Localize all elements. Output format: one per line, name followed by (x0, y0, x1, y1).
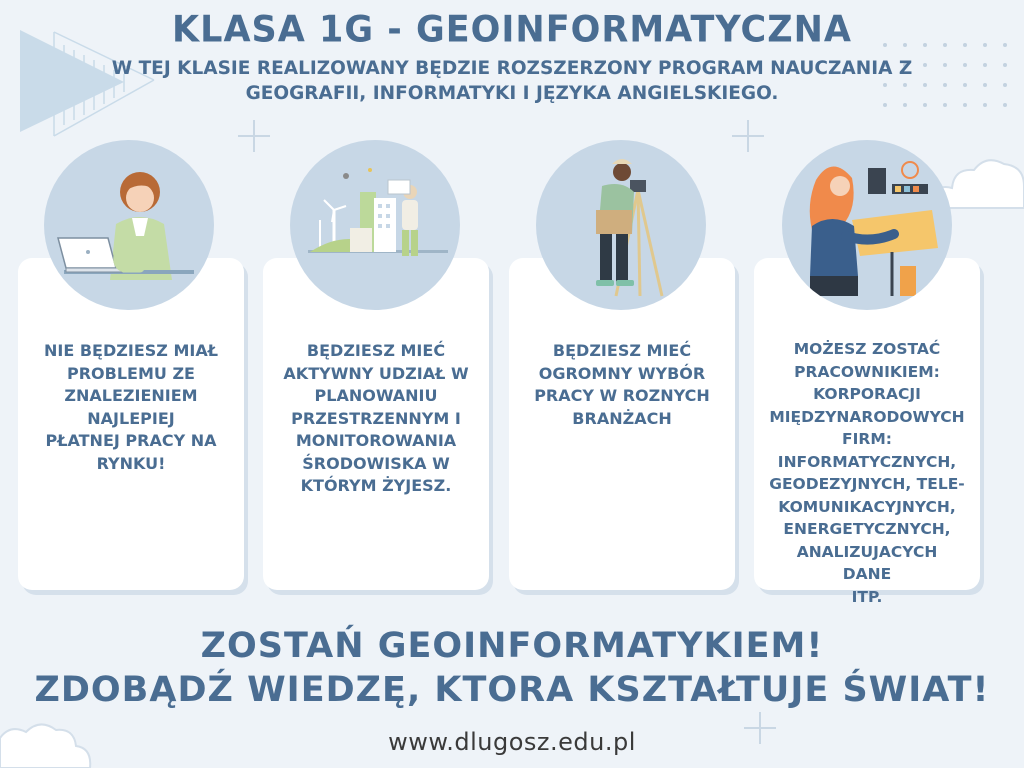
card-text: BĘDZIESZ MIEĆ AKTYWNY UDZIAŁ W PLANOWANIU PRZESTRZENNYM I MONITOROWANIA ŚRODOWISKA W KTÓRYM ŻYJESZ. (283, 341, 469, 495)
page-title: KLASA 1G - GEOINFORMATYCZNA (172, 9, 852, 51)
subtitle-line: W TEJ KLASIE REALIZOWANY BĘDZIE ROZSZERZONY PROGRAM NAUCZANIA Z (111, 58, 913, 79)
plus-decoration (730, 118, 766, 154)
city-planning-icon (290, 140, 460, 310)
card-text: MOŻESZ ZOSTAĆ PRACOWNIKIEM: KORPORACJI MIĘDZYNARODOWYCH FIRM: INFORMATYCZNYCH, GEODEZYJNYCH, TELE- KOMUNIKACYJNYCH, ENERGETYCZNYCH, ANALIZUJACYCH DANE ITP. (769, 340, 965, 606)
slogan-line: ZOSTAŃ GEOINFORMATYKIEM! (200, 626, 824, 666)
plus-decoration (236, 118, 272, 154)
website-url[interactable]: www.dlugosz.edu.pl (388, 728, 636, 756)
card-text: NIE BĘDZIESZ MIAŁ PROBLEMU ZE ZNALEZIENIEM NAJLEPIEJ PŁATNEJ PRACY NA RYNKU! (44, 341, 218, 473)
person-laptop-icon (44, 140, 214, 310)
card-text: BĘDZIESZ MIEĆ OGROMNY WYBÓR PRACY W ROZNYCH BRANŻACH (534, 341, 710, 428)
designer-desk-icon (782, 140, 952, 310)
page-subtitle (20, 56, 1004, 106)
surveyor-icon (536, 140, 706, 310)
slogan-line: ZDOBĄDŹ WIEDZĘ, KTORA KSZTAŁTUJE ŚWIAT! (34, 670, 990, 710)
subtitle-line: GEOGRAFII, INFORMATYKI I JĘZYKA ANGIELSKIEGO. (245, 83, 779, 104)
